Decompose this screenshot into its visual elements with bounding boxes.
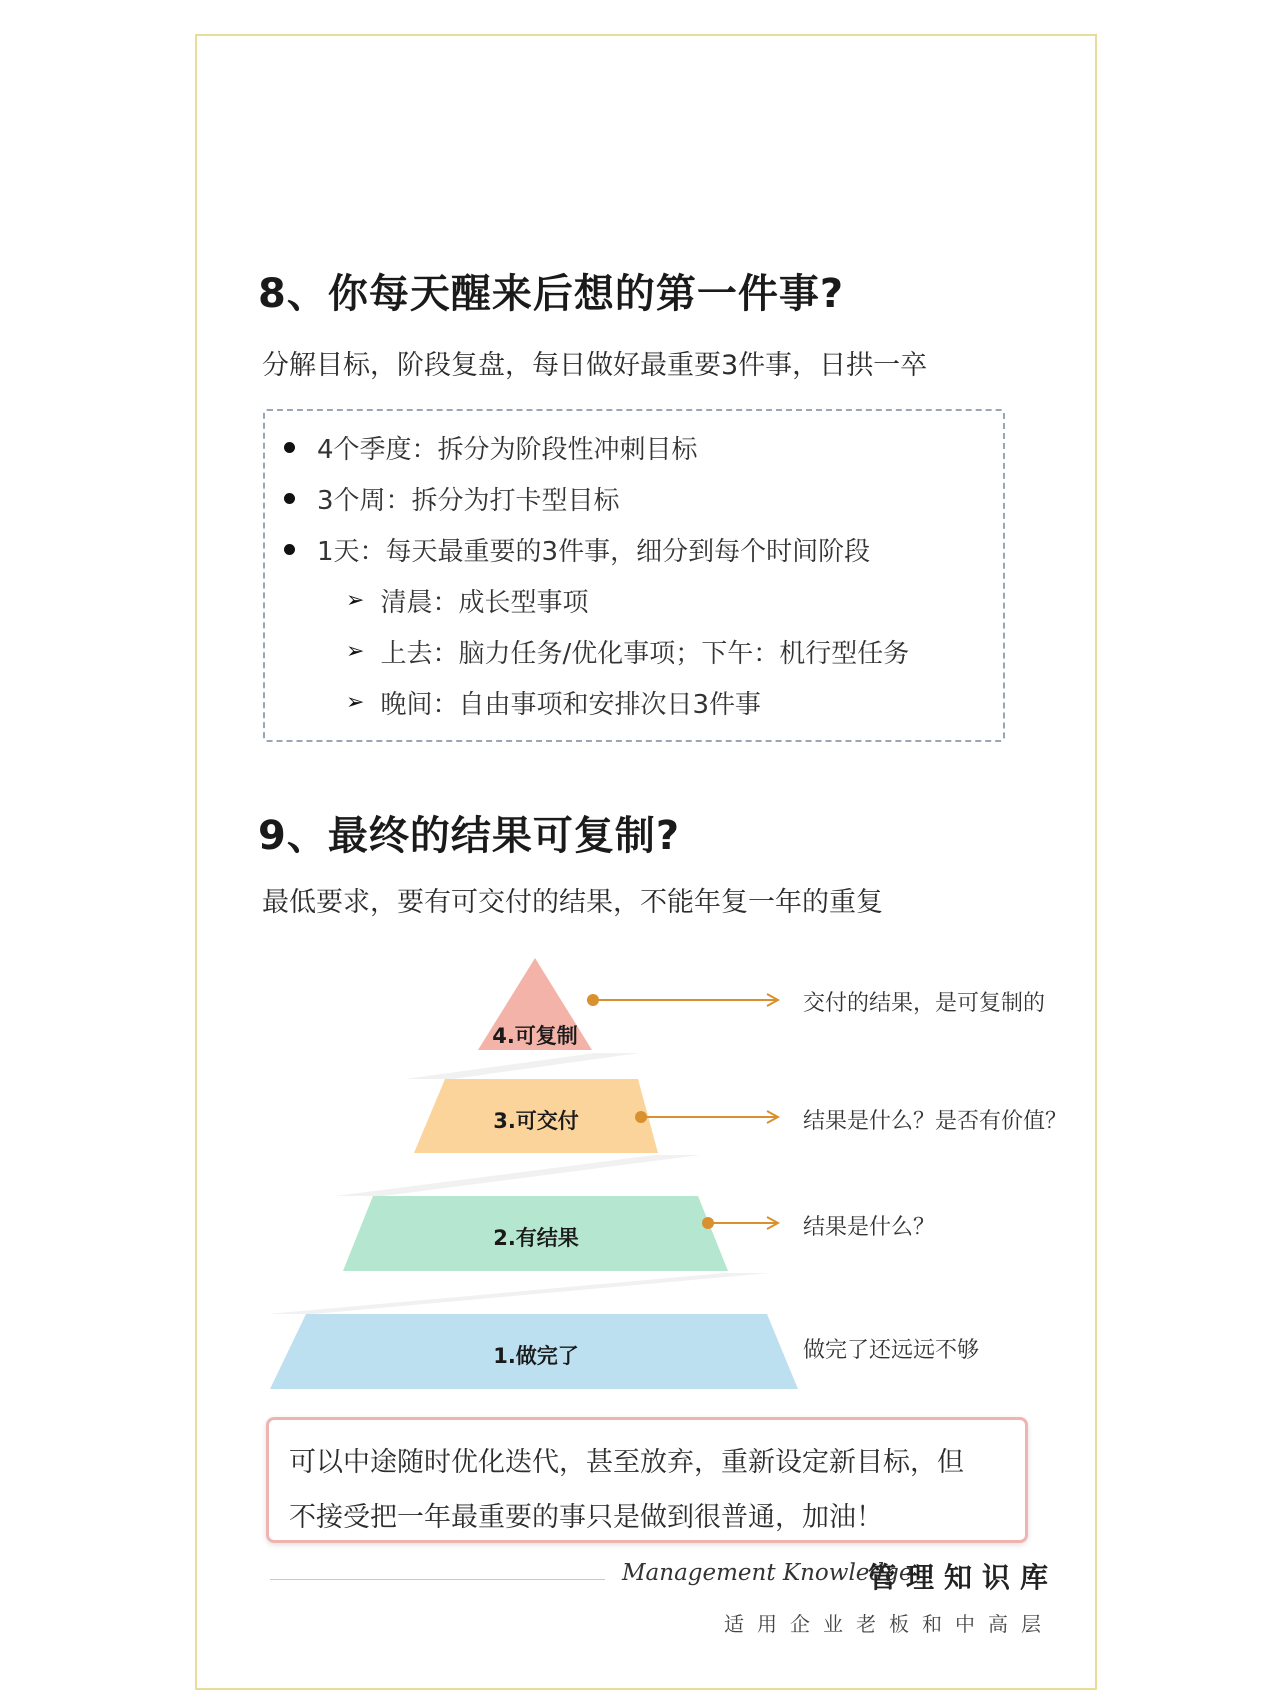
footer-signature: Management Knowledge	[622, 1560, 913, 1586]
subitem-text: 晚间：自由事项和安排次日3件事	[380, 690, 761, 720]
section-9-subtitle: 最低要求，要有可交付的结果，不能年复一年的重复	[262, 887, 883, 918]
encouragement-note	[266, 1417, 1028, 1543]
connector-level-2	[702, 1217, 778, 1229]
pyramid-label-1: 1.做完了	[493, 1344, 579, 1368]
subitem-text: 上去：脑力任务/优化事项；下午：机行型任务	[380, 639, 910, 669]
bullet-text: 4个季度：拆分为阶段性冲刺目标	[317, 435, 698, 465]
connector-level-4	[587, 994, 778, 1006]
annotation-level-4: 交付的结果，是可复制的	[803, 991, 1046, 1016]
footer-tagline: 适用企业老板和中高层	[724, 1612, 1054, 1636]
annotation-level-3: 结果是什么？是否有价值？	[803, 1109, 1068, 1134]
arrow-bullet-icon: ➢	[346, 588, 365, 613]
note-line-1: 可以中途随时优化迭代，甚至放弃，重新设定新目标，但	[289, 1447, 964, 1478]
note-line-2: 不接受把一年最重要的事只是做到很普通，加油！	[289, 1502, 883, 1533]
pyramid-label-2: 2.有结果	[493, 1226, 579, 1250]
arrow-bullet-icon: ➢	[346, 690, 365, 715]
annotation-level-1: 做完了还远远不够	[803, 1338, 980, 1363]
pyramid-label-3: 3.可交付	[493, 1109, 579, 1133]
subitem-text: 清晨：成长型事项	[380, 588, 589, 618]
connector-level-3	[635, 1111, 778, 1123]
section-9-heading: 9、最终的结果可复制?	[258, 813, 681, 859]
footer-divider	[270, 1579, 605, 1580]
annotation-level-2: 结果是什么？	[803, 1215, 936, 1240]
arrow-bullet-icon: ➢	[346, 639, 365, 664]
pyramid-shadow	[405, 1053, 640, 1079]
bullet-text: 1天：每天最重要的3件事，细分到每个时间阶段	[317, 537, 871, 567]
bullet-text: 3个周：拆分为打卡型目标	[317, 486, 620, 516]
footer-brand: 管理知识库	[868, 1561, 1059, 1594]
pyramid-shadow	[268, 1273, 770, 1314]
section-8-subtitle: 分解目标，阶段复盘，每日做好最重要3件事，日拱一卒	[262, 350, 928, 381]
pyramid-shadow	[335, 1155, 700, 1196]
section-8-heading: 8、你每天醒来后想的第一件事?	[258, 271, 845, 317]
pyramid-label-4: 4.可复制	[492, 1024, 578, 1048]
